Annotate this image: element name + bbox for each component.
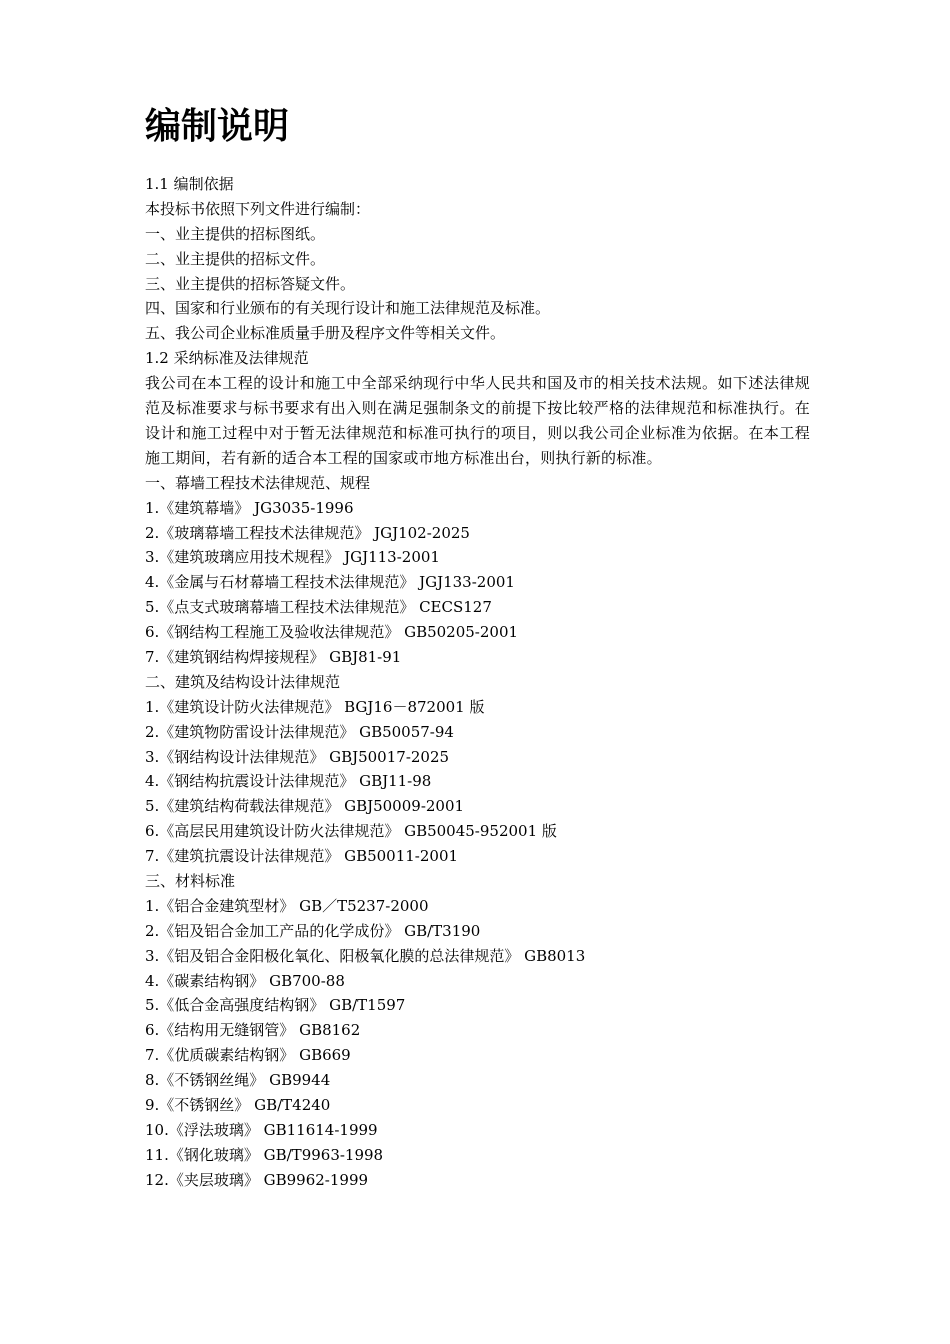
standards-paragraph: 我公司在本工程的设计和施工中全部采纳现行中华人民共和国及市的相关技术法规。如下述法律规范及标准要求与标书要求有出入则在满足强制条文的前提下按比较严格的法律规范和标准执行。在设计和施工过程中对于暂无法律规范和标准可执行的项目，则以我公司企业标准为依据。在本工程施工期间，若有新的适合本工程的国家或市地方标准出台，则执行新的标准。 — [145, 374, 810, 467]
list-item: 3.《钢结构设计法律规范》 GBJ50017-2025 — [145, 747, 450, 766]
list-item: 5.《低合金高强度结构钢》 GB/T1597 — [145, 996, 406, 1015]
list-item: 7.《建筑抗震设计法律规范》 GB50011-2001 — [145, 847, 459, 866]
standards-list — [145, 471, 810, 1193]
list-item: 4.《钢结构抗震设计法律规范》 GBJ11-98 — [145, 772, 432, 791]
list-item: 4.《金属与石材幕墙工程技术法律规范》 JGJ133-2001 — [145, 573, 515, 592]
list-item: 5.《点支式玻璃幕墙工程技术法律规范》 CECS127 — [145, 598, 492, 617]
list-item: 一、业主提供的招标图纸。 — [145, 224, 326, 243]
list-item: 4.《碳素结构钢》 GB700-88 — [145, 971, 345, 990]
list-item: 1.《建筑幕墙》 JG3035-1996 — [145, 498, 354, 517]
list-item: 2.《玻璃幕墙工程技术法律规范》 JGJ102-2025 — [145, 523, 470, 542]
list-item: 11.《钢化玻璃》 GB/T9963-1998 — [145, 1145, 384, 1164]
subheading-structure-design: 二、建筑及结构设计法律规范 — [145, 672, 341, 691]
list-item: 3.《建筑玻璃应用技术规程》 JGJ113-2001 — [145, 548, 440, 567]
list-item: 5.《建筑结构荷载法律规范》 GBJ50009-2001 — [145, 797, 465, 816]
list-item: 12.《夹层玻璃》 GB9962-1999 — [145, 1170, 369, 1189]
section-heading-1-2: 1.2 采纳标准及法律规范 — [145, 349, 309, 368]
page-title: 编制说明 — [145, 106, 290, 147]
list-item: 四、国家和行业颁布的有关现行设计和施工法律规范及标准。 — [145, 299, 551, 318]
list-item: 1.《建筑设计防火法律规范》 BGJ16－872001 版 — [145, 697, 485, 716]
list-item: 二、业主提供的招标文件。 — [145, 249, 326, 268]
basis-section — [145, 172, 810, 371]
list-item: 五、我公司企业标准质量手册及程序文件等相关文件。 — [145, 324, 506, 343]
list-item: 三、业主提供的招标答疑文件。 — [145, 274, 356, 293]
list-item: 9.《不锈钢丝》 GB/T4240 — [145, 1096, 331, 1115]
subheading-curtain-wall: 一、幕墙工程技术法律规范、规程 — [145, 473, 371, 492]
list-item: 8.《不锈钢丝绳》 GB9944 — [145, 1071, 331, 1090]
list-item: 6.《钢结构工程施工及验收法律规范》 GB50205-2001 — [145, 623, 519, 642]
document-body — [145, 172, 810, 1193]
list-item: 10.《浮法玻璃》 GB11614-1999 — [145, 1120, 378, 1139]
list-item: 2.《建筑物防雷设计法律规范》 GB50057-94 — [145, 722, 454, 741]
section-heading-1-1: 1.1 编制依据 — [145, 175, 234, 193]
list-item: 3.《铝及铝合金阳极化氧化、阳极氧化膜的总法律规范》 GB8013 — [145, 946, 586, 965]
list-item: 7.《建筑钢结构焊接规程》 GBJ81-91 — [145, 647, 402, 666]
text-line: 本投标书依照下列文件进行编制： — [145, 199, 371, 218]
subheading-materials: 三、材料标准 — [145, 872, 236, 890]
list-item: 6.《高层民用建筑设计防火法律规范》 GB50045-952001 版 — [145, 822, 557, 841]
list-item: 6.《结构用无缝钢管》 GB8162 — [145, 1021, 361, 1040]
list-item: 7.《优质碳素结构钢》 GB669 — [145, 1046, 351, 1065]
list-item: 2.《铝及铝合金加工产品的化学成份》 GB/T3190 — [145, 921, 481, 940]
list-item: 1.《铝合金建筑型材》 GB／T5237-2000 — [145, 896, 429, 915]
